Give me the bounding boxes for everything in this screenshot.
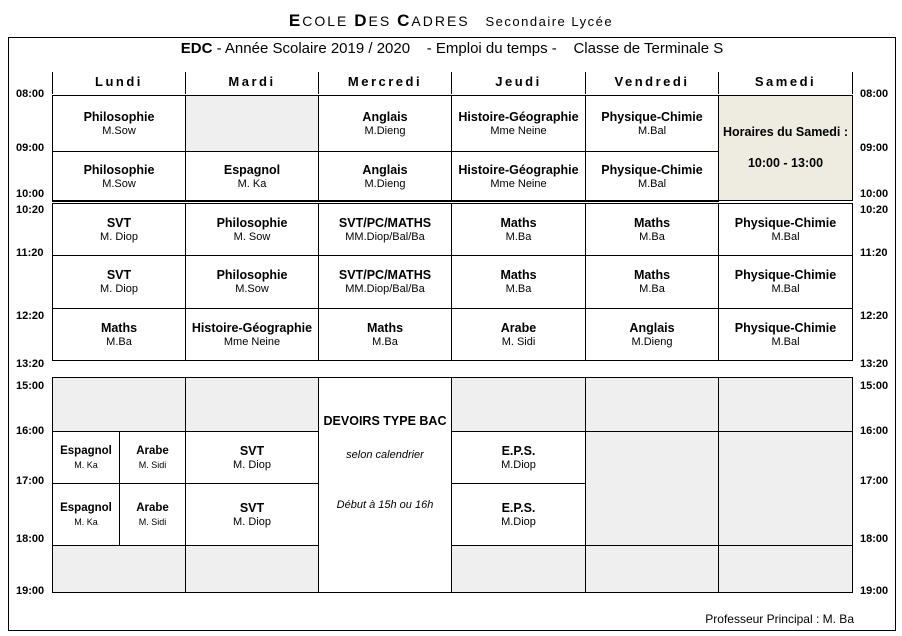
course-subject: Maths	[500, 215, 537, 230]
course-teacher: M.Ba	[639, 283, 665, 295]
time-label: 10:00	[860, 188, 889, 200]
day-header: Vendredi	[585, 72, 718, 94]
saturday-hours-range: 10:00 - 13:00	[747, 156, 824, 170]
course-teacher: M.Bal	[637, 124, 667, 137]
course-teacher: M.Bal	[771, 335, 800, 348]
course-subject: Physique-Chimie	[734, 320, 837, 335]
course-teacher: M.Dieng	[364, 177, 406, 190]
time-label: 09:00	[16, 142, 45, 154]
course-subject: SVT/PC/MATHS	[338, 215, 432, 230]
empty-cell	[52, 377, 186, 432]
course-teacher: M.Ba	[639, 230, 665, 243]
timetable-title: EDC - Année Scolaire 2019 / 2020 - Emploi du temps - Classe de Terminale S	[180, 40, 724, 57]
course-cell	[119, 431, 186, 484]
course-cell	[451, 255, 586, 309]
time-label: 15:00	[16, 380, 45, 392]
time-label: 13:20	[16, 358, 45, 370]
course-teacher: M. Sidi	[138, 516, 167, 527]
course-subject: Histoire-Géographie	[458, 109, 579, 124]
course-subject: Histoire-Géographie	[458, 162, 579, 177]
course-teacher: Mme Neine	[223, 335, 281, 348]
course-subject: Espagnol	[60, 444, 112, 457]
empty-cell	[185, 95, 319, 152]
course-subject: SVT	[106, 268, 132, 282]
time-label: 08:00	[16, 88, 45, 100]
course-subject: Arabe	[136, 444, 169, 457]
course-subject: SVT	[239, 443, 265, 458]
course-teacher: M. Ka	[74, 516, 98, 527]
course-cell	[451, 308, 586, 361]
empty-cell	[585, 431, 719, 546]
course-teacher: M.Dieng	[631, 335, 673, 348]
course-subject: Maths	[100, 320, 138, 335]
course-teacher: M. Ka	[74, 459, 98, 470]
course-cell	[585, 308, 719, 361]
course-teacher: MM.Diop/Bal/Ba	[345, 230, 425, 243]
course-subject: Anglais	[629, 320, 675, 335]
course-cell	[718, 308, 853, 361]
course-subject: Maths	[366, 320, 404, 335]
time-label: 15:00	[860, 380, 889, 392]
time-label: 12:20	[860, 310, 889, 322]
course-teacher: M.Sow	[102, 124, 136, 137]
course-subject: E.P.S.	[501, 443, 536, 458]
course-subject: Philosophie	[83, 162, 155, 177]
time-label: 17:00	[860, 475, 889, 487]
course-cell	[52, 203, 186, 256]
course-teacher: M.Diop	[501, 515, 536, 528]
time-label: 10:20	[860, 204, 889, 216]
time-label: 19:00	[16, 585, 45, 597]
course-cell	[318, 151, 452, 202]
break-separator	[52, 200, 853, 204]
course-subject: E.P.S.	[501, 500, 536, 515]
empty-cell	[585, 377, 719, 432]
course-subject: Arabe	[136, 501, 169, 514]
day-header: Mardi	[185, 72, 318, 94]
course-teacher: M. Diop	[100, 283, 138, 295]
time-label: 10:20	[16, 204, 45, 216]
day-header: Jeudi	[451, 72, 585, 94]
course-cell	[52, 308, 186, 361]
bac-exam-block	[318, 377, 452, 593]
day-header: Mercredi	[318, 72, 451, 94]
course-cell	[52, 431, 120, 484]
course-subject: Philosophie	[83, 109, 155, 124]
course-teacher: M. Ka	[237, 177, 267, 190]
course-subject: Espagnol	[60, 501, 112, 514]
time-label: 16:00	[16, 425, 45, 437]
course-teacher: M.Sow	[102, 177, 136, 190]
course-cell	[585, 255, 719, 309]
course-subject: SVT	[106, 215, 132, 230]
time-label: 11:20	[16, 247, 44, 259]
time-label: 17:00	[16, 475, 45, 487]
course-cell	[185, 431, 319, 484]
course-teacher: Mme Neine	[490, 124, 547, 137]
course-cell	[52, 483, 120, 546]
empty-cell	[185, 545, 319, 593]
course-cell	[451, 431, 586, 484]
course-subject: Maths	[633, 215, 671, 230]
time-label: 09:00	[860, 142, 889, 154]
time-label: 18:00	[16, 533, 45, 545]
course-subject: Maths	[633, 268, 671, 282]
course-cell	[185, 255, 319, 309]
course-cell	[52, 95, 186, 152]
time-label: 18:00	[860, 533, 889, 545]
course-cell	[585, 151, 719, 202]
course-cell	[451, 95, 586, 152]
empty-cell	[718, 431, 853, 546]
course-subject: Physique-Chimie	[734, 268, 837, 282]
course-cell	[52, 255, 186, 309]
course-teacher: M.Ba	[505, 283, 532, 295]
course-cell	[185, 203, 319, 256]
course-subject: SVT	[239, 500, 265, 515]
empty-cell	[451, 377, 586, 432]
course-teacher: M.Ba	[106, 335, 132, 348]
empty-cell	[718, 545, 853, 593]
course-teacher: MM.Diop/Bal/Ba	[345, 283, 425, 295]
course-subject: Anglais	[362, 162, 408, 177]
empty-cell	[451, 545, 586, 593]
course-cell	[451, 203, 586, 256]
course-subject: Physique-Chimie	[734, 215, 837, 230]
day-header: Samedi	[718, 72, 853, 94]
course-teacher: M. Sow	[233, 230, 271, 243]
course-teacher: M. Diop	[233, 458, 271, 471]
course-subject: Arabe	[500, 320, 537, 335]
course-teacher: M. Diop	[100, 230, 138, 243]
course-teacher: Mme Neine	[490, 177, 547, 190]
day-header: Lundi	[52, 72, 185, 94]
course-subject: Espagnol	[223, 162, 281, 177]
empty-cell	[52, 545, 186, 593]
bac-exam-schedule: selon calendrier	[346, 449, 424, 461]
empty-cell	[585, 545, 719, 593]
course-teacher: M. Diop	[233, 515, 271, 528]
course-teacher: M.Ba	[372, 335, 398, 348]
time-label: 16:00	[860, 425, 889, 437]
school-name: ECOLE DES CADRES Secondaire Lycée	[288, 11, 614, 30]
time-label: 12:20	[16, 310, 45, 322]
course-cell	[718, 203, 853, 256]
course-cell	[52, 151, 186, 202]
bac-exam-start: Début à 15h ou 16h	[336, 499, 434, 511]
course-subject: Physique-Chimie	[601, 109, 703, 124]
course-cell	[185, 483, 319, 546]
saturday-hours	[718, 95, 853, 201]
bac-exam-title: DEVOIRS TYPE BAC	[323, 414, 447, 428]
course-subject: Anglais	[362, 109, 408, 124]
course-subject: Philosophie	[216, 215, 288, 230]
course-teacher: M. Sidi	[501, 335, 536, 348]
course-teacher: M.Bal	[637, 177, 667, 190]
course-teacher: M.Sow	[235, 283, 269, 295]
course-subject: Maths	[500, 268, 537, 282]
course-cell	[451, 483, 586, 546]
course-subject: Philosophie	[216, 268, 288, 282]
course-cell	[585, 95, 719, 152]
time-label: 11:20	[860, 247, 888, 259]
course-subject: Physique-Chimie	[601, 162, 703, 177]
course-cell	[119, 483, 186, 546]
saturday-hours-title: Horaires du Samedi :	[722, 125, 849, 139]
course-cell	[318, 203, 452, 256]
time-label: 10:00	[16, 188, 45, 200]
course-teacher: M.Diop	[501, 458, 536, 471]
course-teacher: M.Dieng	[364, 124, 406, 137]
course-subject: SVT/PC/MATHS	[338, 268, 432, 282]
course-teacher: M.Bal	[771, 283, 800, 295]
course-cell	[451, 151, 586, 202]
time-label: 08:00	[860, 88, 889, 100]
course-cell	[185, 151, 319, 202]
course-cell	[318, 308, 452, 361]
course-cell	[318, 95, 452, 152]
time-label: 13:20	[860, 358, 889, 370]
head-teacher: Professeur Principal : M. Ba	[705, 612, 854, 626]
course-cell	[185, 308, 319, 361]
course-teacher: M.Ba	[505, 230, 532, 243]
course-teacher: M. Sidi	[138, 459, 167, 470]
course-cell	[318, 255, 452, 309]
empty-cell	[185, 377, 319, 432]
course-cell	[585, 203, 719, 256]
course-cell	[718, 255, 853, 309]
time-label: 19:00	[860, 585, 889, 597]
empty-cell	[718, 377, 853, 432]
course-subject: Histoire-Géographie	[191, 320, 313, 335]
course-teacher: M.Bal	[771, 230, 800, 243]
